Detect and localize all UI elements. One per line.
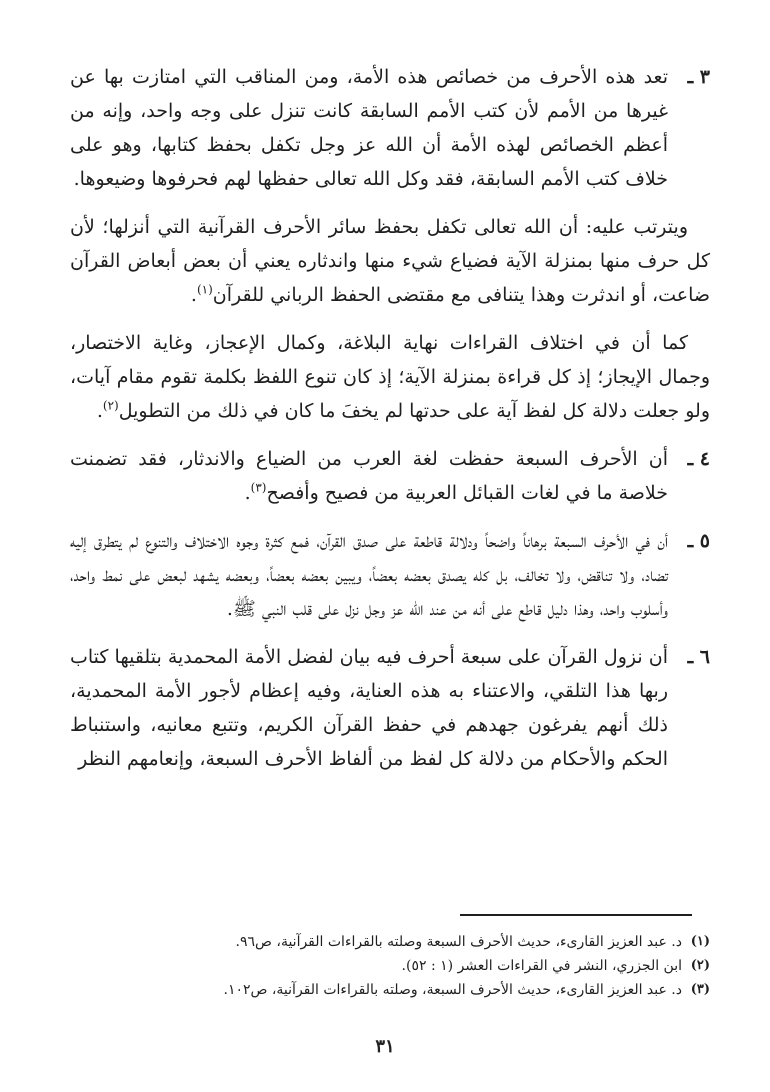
paragraph-text: كما أن في اختلاف القراءات نهاية البلاغة، وكمال الإعجاز، وغاية الاختصار، وجمال الإيجاز؛ إذ كل قراءة بمنزلة الآية؛ إذ كان تنوع اللفظ بكلمة تقوم مقام آيات، ولو جعلت دلالة كل لفظ آية على حدتها لم يخفَ ما كان في ذلك من التطويل: [70, 332, 710, 422]
paragraph-consequence: [70, 210, 710, 312]
footnote-1: [70, 930, 710, 954]
item-end: .: [244, 482, 251, 504]
paragraph-text: ويترتب عليه: أن الله تعالى تكفل بحفظ سائر الأحرف القرآنية التي أنزلها؛ لأن كل حرف منها بمنزلة الآية فضياع شيء منها واندثاره يعني أن بعض أبعاض القرآن ضاعت، أو اندثرت وهذا يتنافى مع مقتضى الحفظ الرباني للقرآن: [70, 216, 710, 306]
footnote-ref-3[interactable]: (٣): [250, 480, 267, 495]
item-number: ٥ ـ: [687, 530, 710, 552]
footnote-ref-2[interactable]: (٢): [102, 398, 119, 413]
page-number: ٣١: [375, 1036, 395, 1057]
footnote-number: (٣): [690, 982, 710, 997]
item-text-wrapper: [70, 442, 668, 510]
list-item-4: [70, 442, 710, 510]
footnote-ref-1[interactable]: (١): [196, 282, 213, 297]
paragraph-end: .: [190, 284, 197, 306]
footnote-number: (٢): [690, 958, 710, 973]
main-text: [70, 60, 710, 790]
footnote-separator: [460, 914, 692, 916]
item-number: ٦ ـ: [687, 646, 710, 668]
footnotes: [70, 930, 710, 1002]
item-text: أن الأحرف السبعة حفظت لغة العرب من الضياع والاندثار، فقد تضمنت خلاصة ما في لغات القبائل العربية من فصيح وأفصح: [70, 448, 668, 504]
item-number: ٤ ـ: [687, 448, 710, 470]
footnote-3: [70, 978, 710, 1002]
footnote-text: ابن الجزري، النشر في القراءات العشر (١ : ٥٢).: [401, 958, 682, 974]
footnote-text: د. عبد العزيز القارىء، حديث الأحرف السبعة وصلته بالقراءات القرآنية، ص٩٦.: [235, 934, 682, 950]
list-item-6: [70, 640, 710, 776]
footnote-2: [70, 954, 710, 978]
paragraph-end: .: [96, 400, 103, 422]
footnote-text: د. عبد العزيز القارىء، حديث الأحرف السبعة، وصلته بالقراءات القرآنية، ص١٠٢.: [223, 982, 682, 998]
paragraph-eloquence: [70, 326, 710, 428]
footnote-number: (١): [690, 934, 710, 949]
item-text: تعد هذه الأحرف من خصائص هذه الأمة، ومن المناقب التي امتازت بها عن غيرها من الأمم لأن كتب الأمم السابقة كانت تنزل على وجه واحد، وإنه من أعظم الخصائص لهذه الأمة أن الله عز وجل تكفل بحفظ كتابها، وهو على خلاف كتب الأمم السابقة، فقد وكل الله تعالى حفظها لهم فحرفوها وضيعوها.: [70, 66, 668, 190]
list-item-3: [70, 60, 710, 196]
list-item-5: [70, 524, 710, 626]
item-text: أن نزول القرآن على سبعة أحرف فيه بيان لفضل الأمة المحمدية بتلقيها كتاب ربها هذا التلقي، والاعتناء به هذه العناية، وفيه إعظام لأجور الأمة المحمدية، ذلك أنهم يفرغون جهدهم في حفظ القرآن الكريم، وتتبع معانيه، واستنباط الحكم والأحكام من دلالة كل لفظ من ألفاظ الأحرف السبعة، وإنعامهم النظر: [70, 646, 668, 770]
item-number: ٣ ـ: [687, 66, 710, 88]
item-text: أن في الأحرف السبعة برهاناً واضحاً ودلالة قاطعة على صدق القرآن، فمع كثرة وجوه الاختلاف والتنوع لم يتطرق إليه تضاد، ولا تناقض، ولا تخالف، بل كله يصدق بعضه بعضاً، ويبين بعضه بعضاً، وبعضه يشهد لبعض على نمط واحد، وأسلوب واحد، وهذا دليل قاطع على أنه من عند الله عز وجل نزل على قلب النبي ﷺ.: [70, 530, 668, 620]
